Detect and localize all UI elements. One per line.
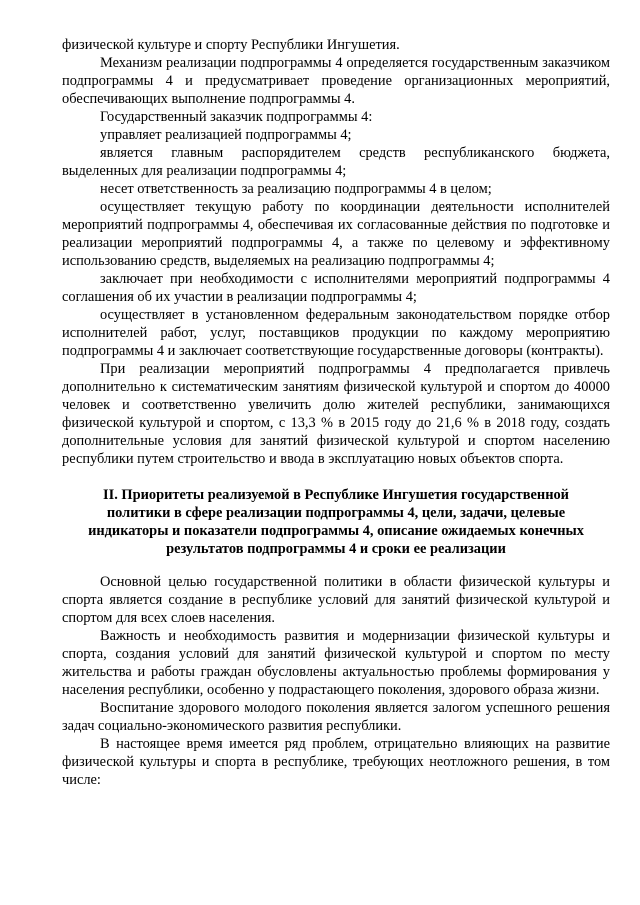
paragraph: заключает при необходимости с исполнителями мероприятий подпрограммы 4 соглашения об их участии в реализации подпрограммы 4;	[62, 271, 610, 305]
paragraph: является главным распорядителем средств республиканского бюджета, выделенных для реализации подпрограммы 4;	[62, 145, 610, 179]
paragraph: управляет реализацией подпрограммы 4;	[100, 127, 352, 143]
paragraph: В настоящее время имеется ряд проблем, отрицательно влияющих на развитие физической культуры и спорта в республике, требующих неотложного решения, в том числе:	[62, 736, 610, 788]
paragraph: физической культуре и спорту Республики Ингушетия.	[62, 37, 400, 53]
paragraph: Важность и необходимость развития и модернизации физической культуры и спорта, создания условий для занятий физической культурой и спортом по месту жительства и работы граждан обусловлены актуальностью проблемы формирования у населения республики, особенно у подрастающего поколения, здорового образа жизни.	[62, 628, 610, 698]
paragraph: Государственный заказчик подпрограммы 4:	[100, 109, 373, 125]
paragraph: При реализации мероприятий подпрограммы 4 предполагается привлечь дополнительно к систематическим занятиям физической культурой и спортом до 40000 человек и соответственно увеличить долю жителей республики, занимающихся физической культурой и спортом, с 13,3 % в 2015 году до 21,6 % в 2018 году, создать дополнительные условия для занятий физической культурой и спортом населению республики путем строительство и ввода в эксплуатацию новых объектов спорта.	[62, 361, 610, 467]
paragraph: Основной целью государственной политики в области физической культуры и спорта является создание в республике условий для занятий физической культурой и спортом для всех слоев населения.	[62, 574, 610, 626]
section-heading: II. Приоритеты реализуемой в Республике Ингушетия государственной политики в сфере реализации подпрограммы 4, цели, задачи, целевые индикаторы и показатели подпрограммы 4, описание ожидаемых конечных результатов подпрограммы 4 и сроки ее реализации	[88, 487, 584, 557]
paragraph: несет ответственность за реализацию подпрограммы 4 в целом;	[100, 181, 492, 197]
paragraph: Воспитание здорового молодого поколения является залогом успешного решения задач социально-экономического развития республики.	[62, 700, 610, 734]
paragraph: осуществляет в установленном федеральным законодательством порядке отбор исполнителей работ, услуг, поставщиков продукции по каждому мероприятию подпрограммы 4 и заключает соответствующие государственные договоры (контракты).	[62, 307, 610, 359]
paragraph: Механизм реализации подпрограммы 4 определяется государственным заказчиком подпрограммы 4 и предусматривает проведение организационных мероприятий, обеспечивающих выполнение подпрограммы 4.	[62, 55, 610, 107]
paragraph: осуществляет текущую работу по координации деятельности исполнителей мероприятий подпрограммы 4, обеспечивая их согласованные действия по подготовке и реализации мероприятий подпрограммы 4, а также по целевому и эффективному использованию средств, выделяемых на реализацию подпрограммы 4;	[62, 199, 610, 269]
